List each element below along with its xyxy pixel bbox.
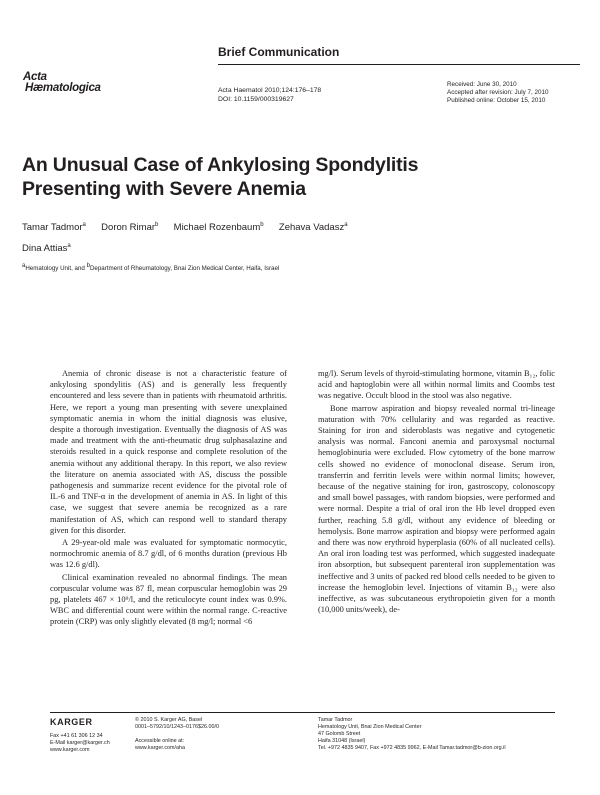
author-affil-sup: a: [344, 222, 348, 228]
issn: 0001–5792/10/1243–0176$26.00/0: [135, 724, 219, 730]
body-paragraph: Clinical examination revealed no abnormal findings. The mean corpuscular volume was 87 fl, mean corpuscular hemoglobin was 29 pg, platelets 467 × 10⁹/l, and the reticulocyte count index was 0.9%. WBC and differential count were within the normal range. C-reactive protein (CRP) was only slightly elevated (8 mg/l; normal <6: [50, 572, 287, 627]
dates-block: [447, 81, 549, 105]
citation: Acta Haematol 2010;124:176–178: [218, 87, 322, 94]
body-left-column: [50, 368, 287, 628]
author-affil-sup: a: [82, 222, 86, 228]
journal-logo: [23, 72, 101, 94]
citation-block: [218, 86, 321, 104]
author-name: Tamar Tadmor: [22, 222, 83, 234]
body-paragraph: A 29-year-old male was evaluated for symptomatic normocytic, normochromic anemia of 8.7 g/dl, of 6 months duration (previous Hb was 12.6 g/dl).: [50, 538, 287, 570]
published-date: Published online: October 15, 2010: [447, 97, 546, 104]
publisher-web[interactable]: www.karger.com: [50, 747, 90, 753]
header-rule: [218, 64, 580, 65]
footer-rule: [50, 712, 555, 713]
title-line-2: Presenting with Severe Anemia: [22, 178, 306, 200]
received-date: Received: June 30, 2010: [447, 81, 517, 88]
author-name: Doron Rimar: [101, 222, 156, 234]
publisher-fax: Fax +41 61 306 12 34: [50, 733, 103, 739]
title-line-1: An Unusual Case of Ankylosing Spondylitis: [22, 154, 419, 176]
contact-city: Haifa 31048 (Israel): [318, 738, 366, 744]
correspondence-block: [318, 717, 506, 752]
publisher-email: E-Mail karger@karger.ch: [50, 740, 110, 746]
contact-name: Tamar Tadmor: [318, 717, 353, 723]
copyright: © 2010 S. Karger AG, Basel: [135, 717, 203, 723]
author-affil-sup: a: [67, 243, 71, 250]
author-name: Dina Attias: [22, 243, 68, 255]
contact-unit: Hematology Unit, Bnai Zion Medical Center: [318, 724, 422, 730]
accessible-url[interactable]: www.karger.com/aha: [135, 745, 186, 751]
accessible-label: Accessible online at:: [135, 738, 185, 744]
body-right-column: [318, 368, 555, 615]
abstract-paragraph: Anemia of chronic disease is not a characteristic feature of ankylosing spondylitis (AS) and is generally less frequently encountered and less severe than in patients with rheumatoid arthritis. Here, we report a young man presenting with severe unexplained symptomatic anemia in whom the initial diagnosis was elusive, despite a thorough investigation. Eventually the diagnosis of AS was made and treatment with the anti-rheumatic drug sulphasalazine and steroids resulted in a quick response and complete resolution of the anemia without any additional therapy. In this report, we also review the literature on anemia associated with AS, discuss the possible pathogenesis and summarize recent evidence for the pivotal role of IL-6 and TNF-α in the development of anemia in AS. In light of this case, we suggest that severe anemia be recognized as a rare manifestation of AS, which can respond well to standard therapy given for this disorder.: [50, 369, 287, 535]
journal-logo-line2: Hæmatologica: [25, 82, 101, 94]
author-name: Zehava Vadasz: [278, 222, 345, 234]
article-title: [22, 153, 582, 201]
author-affil-sup: b: [155, 222, 159, 228]
publisher-contact: [50, 733, 110, 754]
doi: DOI: 10.1159/000319627: [218, 96, 294, 103]
affil-b-text: Department of Rheumatology, Bnai Zion Medical Center, Haifa, Israel: [89, 265, 280, 273]
affil-b-sup: b: [86, 263, 90, 269]
accepted-date: Accepted after revision: July 7, 2010: [447, 89, 549, 96]
author-name: Michael Rozenbaum: [173, 222, 261, 234]
affil-a-sup: a: [22, 263, 26, 269]
contact-street: 47 Golomb Street: [318, 731, 361, 737]
affil-a-text: Hematology Unit, and: [25, 265, 85, 273]
publisher-logo: KARGER: [50, 717, 93, 727]
author-affil-sup: b: [260, 222, 264, 228]
body-paragraph: mg/l). Serum levels of thyroid-stimulating hormone, vitamin B₁₂, folic acid and haptoglobin were all within normal limits and Coombs test was negative. Occult blood in the stool was also negative.: [318, 369, 555, 401]
body-paragraph: Bone marrow aspiration and biopsy revealed normal tri-lineage maturation with 70% cellularity and was regarded as reactive. Staining for iron and sideroblasts was negative and cytogenetic analysis was normal. Fanconi anemia and paroxysmal nocturnal hemoglobinuria were excluded. Flow cytometry of the bone marrow cells showed no evidence of monoclonal disease. Serum iron, transferrin and ferritin levels were within normal limits; however, because of the negative staining for iron, gastroscopy, colonoscopy and small bowel passages, with random biopsies, were performed and were normal. Despite a trial of oral iron the Hb level dropped even further, reaching 5.8 g/dl, without any evidence of bleeding or hemolysis. Bone marrow aspiration and biopsy were performed again and there was now erythroid hyperplasia (60% of all nucleated cells). An oral iron loading test was performed, which suggested inadequate iron absorption, but subsequent parenteral iron supplementation was ineffective and 3 units of packed red blood cells needed to be given to increase the hemoglobin level. Injections of vitamin B₁₂ were also ineffective, as was subcutaneous erythropoietin given for a month (10,000 units/week), de-: [318, 403, 555, 615]
author-list: [22, 216, 442, 258]
section-label: Brief Communication: [218, 45, 340, 59]
copyright-block: [135, 717, 219, 752]
contact-tel: Tel. +972 4835 9407, Fax +972 4835 9962, E-Mail Tamar.tadmor@b-zion.org.il: [318, 745, 506, 751]
journal-logo-line1: Acta: [23, 71, 47, 83]
affiliations: [22, 262, 582, 273]
